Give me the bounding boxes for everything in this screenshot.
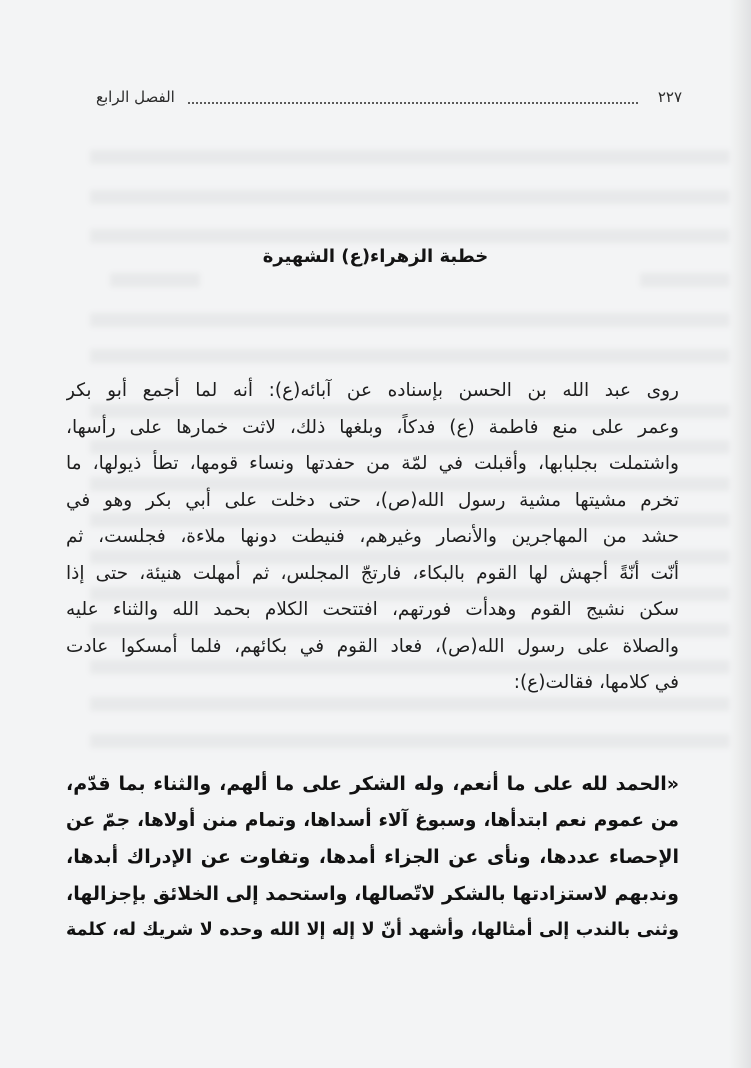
show-through-line [90, 313, 730, 327]
text-line: وعمر على منع فاطمة (ع) فدكاً، وبلغها ذلك، لاثت خمارها على رأسها، [66, 416, 679, 438]
text-line: حشد من المهاجرين والأنصار وغيرهم، فنيطت دونها ملاءة، فجلست، ثم [66, 526, 679, 547]
text-line: واشتملت بجلبابها، وأقبلت في لمّة من حفدتها ونساء قومها، تطأ ذيولها، ما [66, 453, 679, 474]
text-line: أنّت أنّةً أجهش لها القوم بالبكاء، فارتجّ المجلس، ثم أمهلت هنيئة، حتى إذا [66, 562, 679, 584]
show-through-line [90, 229, 730, 243]
text-line: الإحصاء عددها، ونأى عن الجزاء أمدها، وتفاوت عن الإدراك أبدها، [66, 846, 679, 869]
show-through-line [90, 734, 730, 748]
text-line: روى عبد الله بن الحسن بإسناده عن آبائه(ع): أنه لما أجمع أبو بكر [66, 380, 679, 401]
sermon-paragraph [66, 766, 679, 949]
header-leader-dots [188, 102, 638, 104]
text-line: والصلاة على رسول الله(ص)، فعاد القوم في بكائهم، فلما أمسكوا عادت [66, 635, 679, 657]
text-line: في كلامها، فقالت(ع): [513, 672, 679, 693]
show-through-line [110, 273, 200, 287]
page-edge-shadow [729, 0, 751, 1068]
text-line: سكن نشيج القوم وهدأت فورتهم، افتتحت الكلام بحمد الله والثناء عليه [66, 599, 679, 620]
text-line: وندبهم لاستزادتها بالشكر لاتّصالها، واستحمد إلى الخلائق بإجزالها، [66, 882, 679, 905]
chapter-title: الفصل الرابع [96, 88, 175, 106]
text-line: تخرم مشيتها مشية رسول الله(ص)، حتى دخلت على أبي بكر وهو في [66, 489, 679, 511]
show-through-line [90, 349, 730, 363]
narration-paragraph [66, 373, 679, 702]
text-line: «الحمد لله على ما أنعم، وله الشكر على ما ألهم، والثناء بما قدّم، [66, 773, 679, 795]
text-line: وثنى بالندب إلى أمثالها، وأشهد أنّ لا إله إلا الله وحده لا شريك له، كلمة [66, 920, 679, 941]
running-header [96, 88, 682, 114]
text-line: من عموم نعم ابتدأها، وسبوغ آلاء أسداها، وتمام منن أولاها، جمّ عن [66, 809, 679, 831]
show-through-line [640, 273, 730, 287]
section-title: خطبة الزهراء(ع) الشهيرة [262, 246, 489, 267]
show-through-line [90, 150, 730, 164]
show-through-line [90, 190, 730, 204]
page-number: ٢٢٧ [657, 88, 682, 106]
